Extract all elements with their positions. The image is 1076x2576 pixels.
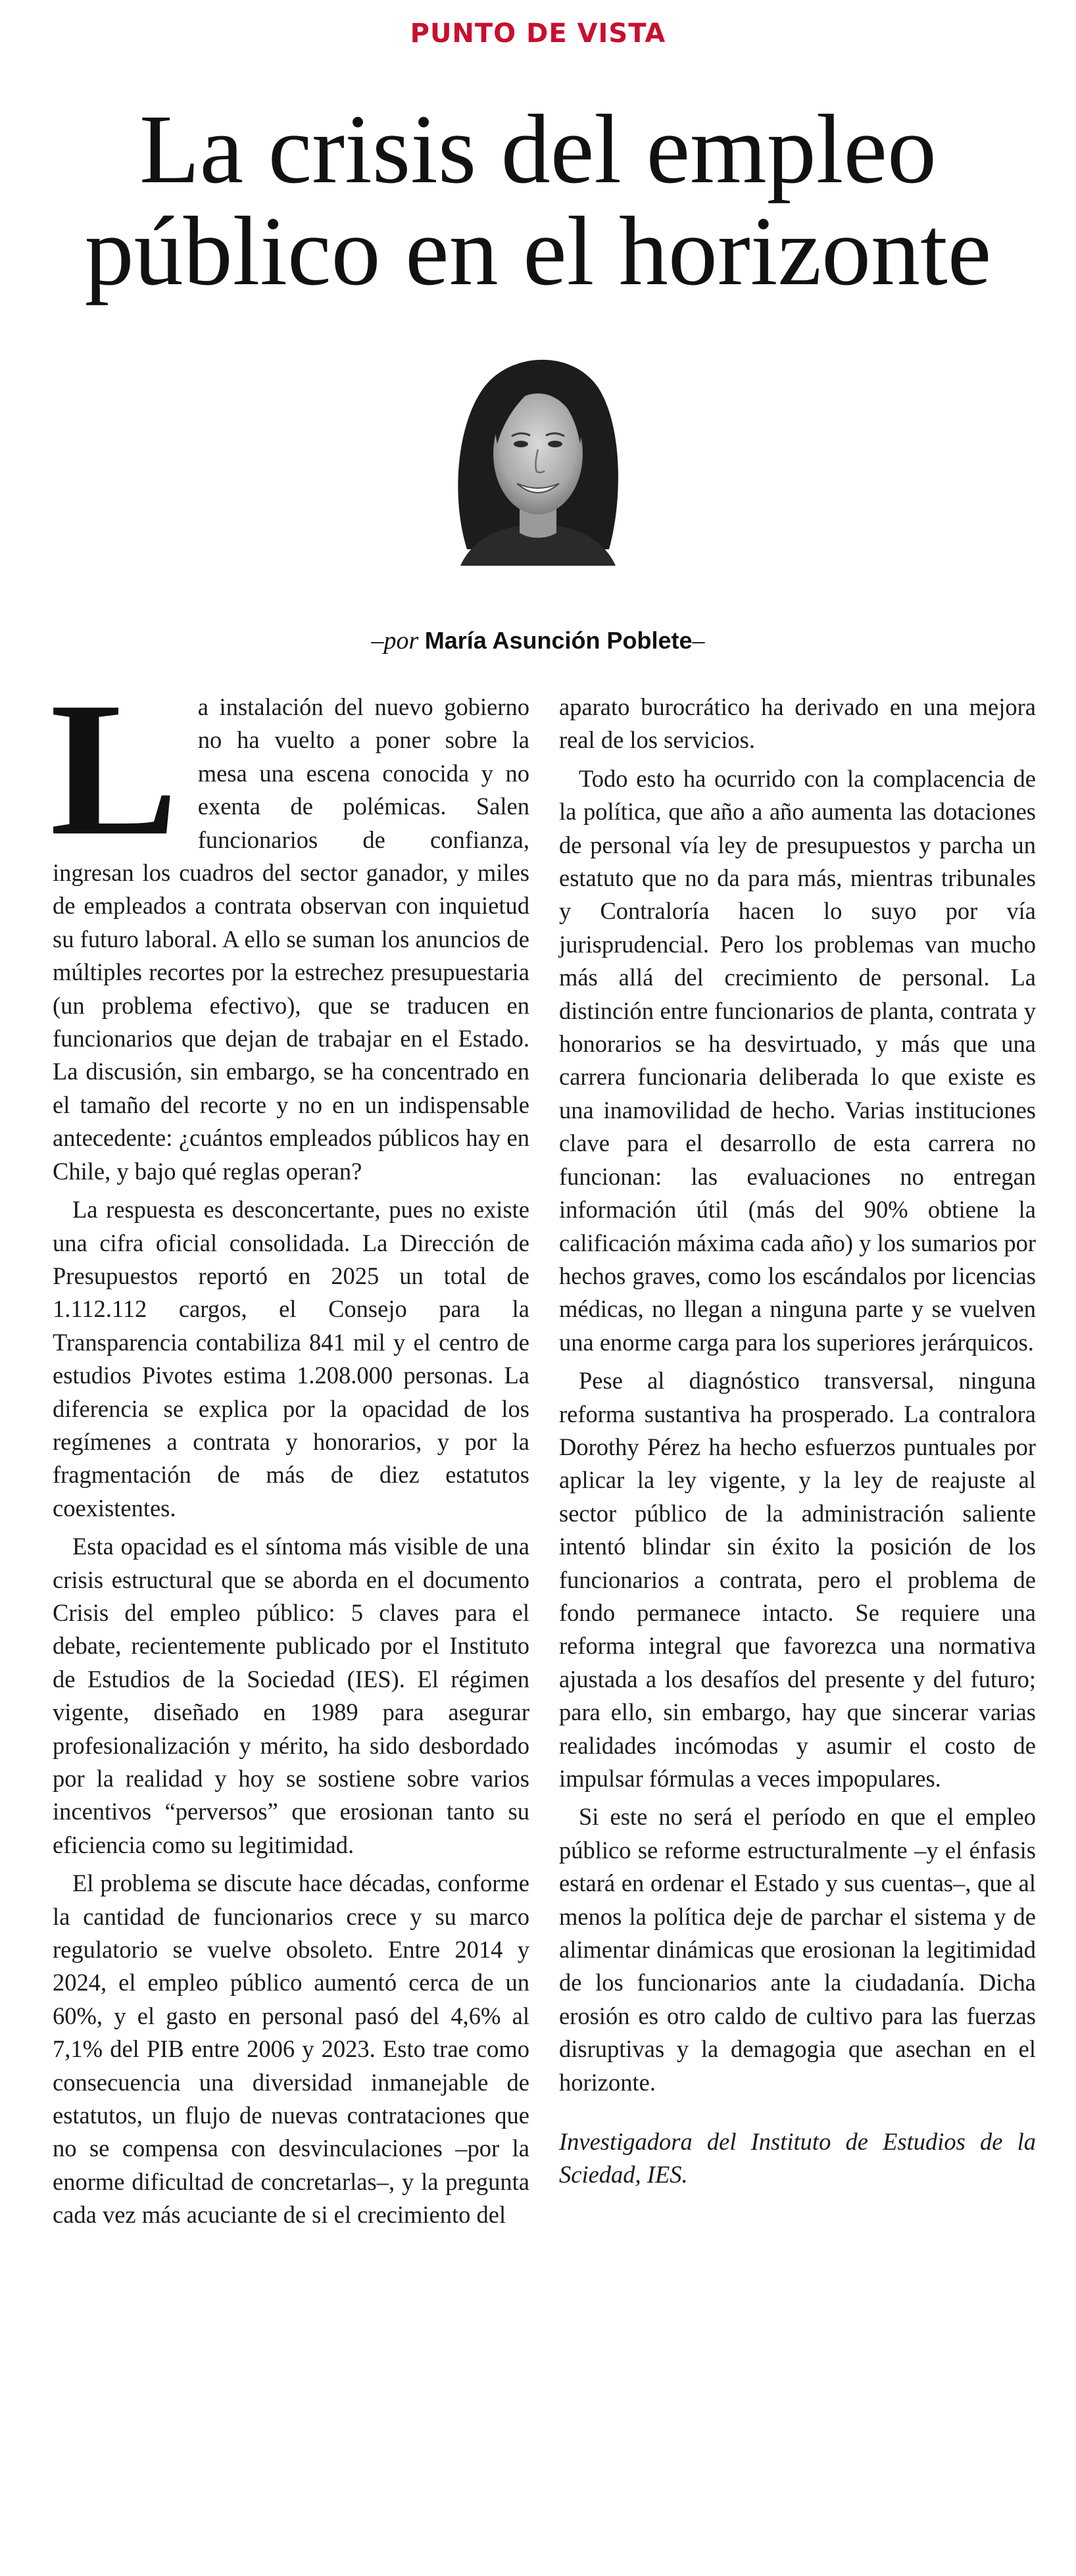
paragraph: aparato burocrático ha derivado en una mejora real de los servicios. <box>559 693 1036 754</box>
paragraph: El problema se discute hace décadas, conforme la cantidad de funcionarios crece y su marco regulatorio se vuelve obsoleto. Entre 2014 y 2024, el empleo público aumentó cerca de un 60%, y el gasto en personal pasó del 4,6% al 7,1% del PIB entre 2006 y 2023. Esto trae como consecuencia una diversidad inmanejable de estatutos, un flujo de nuevas contrataciones que no se compensa con desvinculaciones –por la enorme dificultad de concretarlas–, y la pregunta cada vez más acuciante de si el crecimiento del <box>53 1870 529 2229</box>
author-signature: Investigadora del Instituto de Estudios de la Sciedad, IES. <box>559 2128 1036 2189</box>
paragraph: La respuesta es desconcertante, pues no existe una cifra oficial consolidada. La Dirección de Presupuestos reportó en 2025 un total de 1.112.112 cargos, el Consejo para la Transparencia contabiliza 841 mil y el centro de estudios Pivotes estima 1.208.000 personas. La diferencia se explica por la opacidad de los regímenes a contrata y honorarios, y por la fragmentación de más de diez estatutos coexistentes. <box>53 1196 529 1522</box>
article-column-right <box>559 691 1036 2197</box>
headline-line-1: La crisis del empleo <box>139 95 937 204</box>
paragraph <box>50 663 529 1188</box>
headline-line-2: público en el horizonte <box>84 197 992 306</box>
paragraph: Pese al diagnóstico transversal, ninguna reforma sustantiva ha prosperado. La contralora Dorothy Pérez ha hecho esfuerzos puntuales por aplicar la ley vigente, y la ley de reajuste al sector público de la administración saliente intentó blindar sin éxito la posición de los funcionarios a contrata, pero el problema de fondo permanece intacto. Se requiere una reforma integral que favorezca una normativa ajustada a los desafíos del presente y del futuro; para ello, sin embargo, hay que sincerar varias realidades incómodas y asumir el costo de impulsar fórmulas a veces impopulares. <box>559 1367 1036 1792</box>
article-column-left <box>50 663 529 2237</box>
drop-cap: L <box>50 663 178 876</box>
byline-suffix: – <box>692 627 705 655</box>
author-portrait <box>454 352 622 566</box>
headline <box>0 95 1076 306</box>
paragraph: Todo esto ha ocurrido con la complacencia de la política, que año a año aumenta las dotaciones de personal vía ley de presupuestos y parcha un estatuto que no da para más, mientras tribunales y Contraloría hacen lo suyo por vía jurisprudencial. Pero los problemas van mucho más allá del crecimiento de personal. La distinción entre funcionarios de planta, contrata y honorarios se ha desvirtuado, y más que una carrera funcionaria deliberada lo que existe es una inamovilidad de hecho. Varias instituciones clave para el desarrollo de esta carrera no funcionan: las evaluaciones no entregan información útil (más del 90% obtiene la calificación máxima cada año) y los sumarios por hechos graves, como los escándalos por licencias médicas, no llegan a ninguna parte y se vuelven una enorme carga para los superiores jerárquicos. <box>559 764 1036 1356</box>
paragraph: Esta opacidad es el síntoma más visible de una crisis estructural que se aborda en el documento Crisis del empleo público: 5 claves para el debate, recientemente publicado por el Instituto de Estudios de la Sociedad (IES). El régimen vigente, diseñado en 1989 para asegurar profesionalización y mérito, ha sido desbordado por la realidad y hoy se sostiene sobre varios incentivos “perversos” que erosionan tanto su eficiencia como su legitimidad. <box>53 1533 529 1858</box>
paragraph: Si este no será el período en que el empleo público se reforme estructuralmente –y el énfasis estará en ordenar el Estado y sus cuentas–, que al menos la política deje de parchar el sistema y de alimentar dinámicas que erosionan la legitimidad de los funcionarios ante la ciudadanía. Dicha erosión es otro caldo de cultivo para las fuerzas disruptivas y la demagogia que asechan en el horizonte. <box>559 1803 1036 2096</box>
paragraph-text: a instalación del nuevo gobierno no ha vuelto a poner sobre la mesa una escena conocida y no exenta de polémicas. Salen funcionarios de confianza, ingresan los cuadros del sector ganador, y miles de empleados a contrata observan con inquietud su futuro laboral. A ello se suman los anuncios de múltiples recortes por la estrechez presupuestaria (un problema efectivo), que se traducen en funcionarios que dejan de trabajar en el Estado. La discusión, sin embargo, se ha concentrado en el tamaño del recorte y no en un indispensable antecedente: ¿cuántos empleados públicos hay en Chile, y bajo qué reglas operan? <box>53 693 529 1185</box>
byline-prefix: –por <box>371 627 419 655</box>
section-label: PUNTO DE VISTA <box>410 18 666 49</box>
byline <box>0 626 1076 655</box>
author-name: María Asunción Poblete <box>424 627 693 654</box>
